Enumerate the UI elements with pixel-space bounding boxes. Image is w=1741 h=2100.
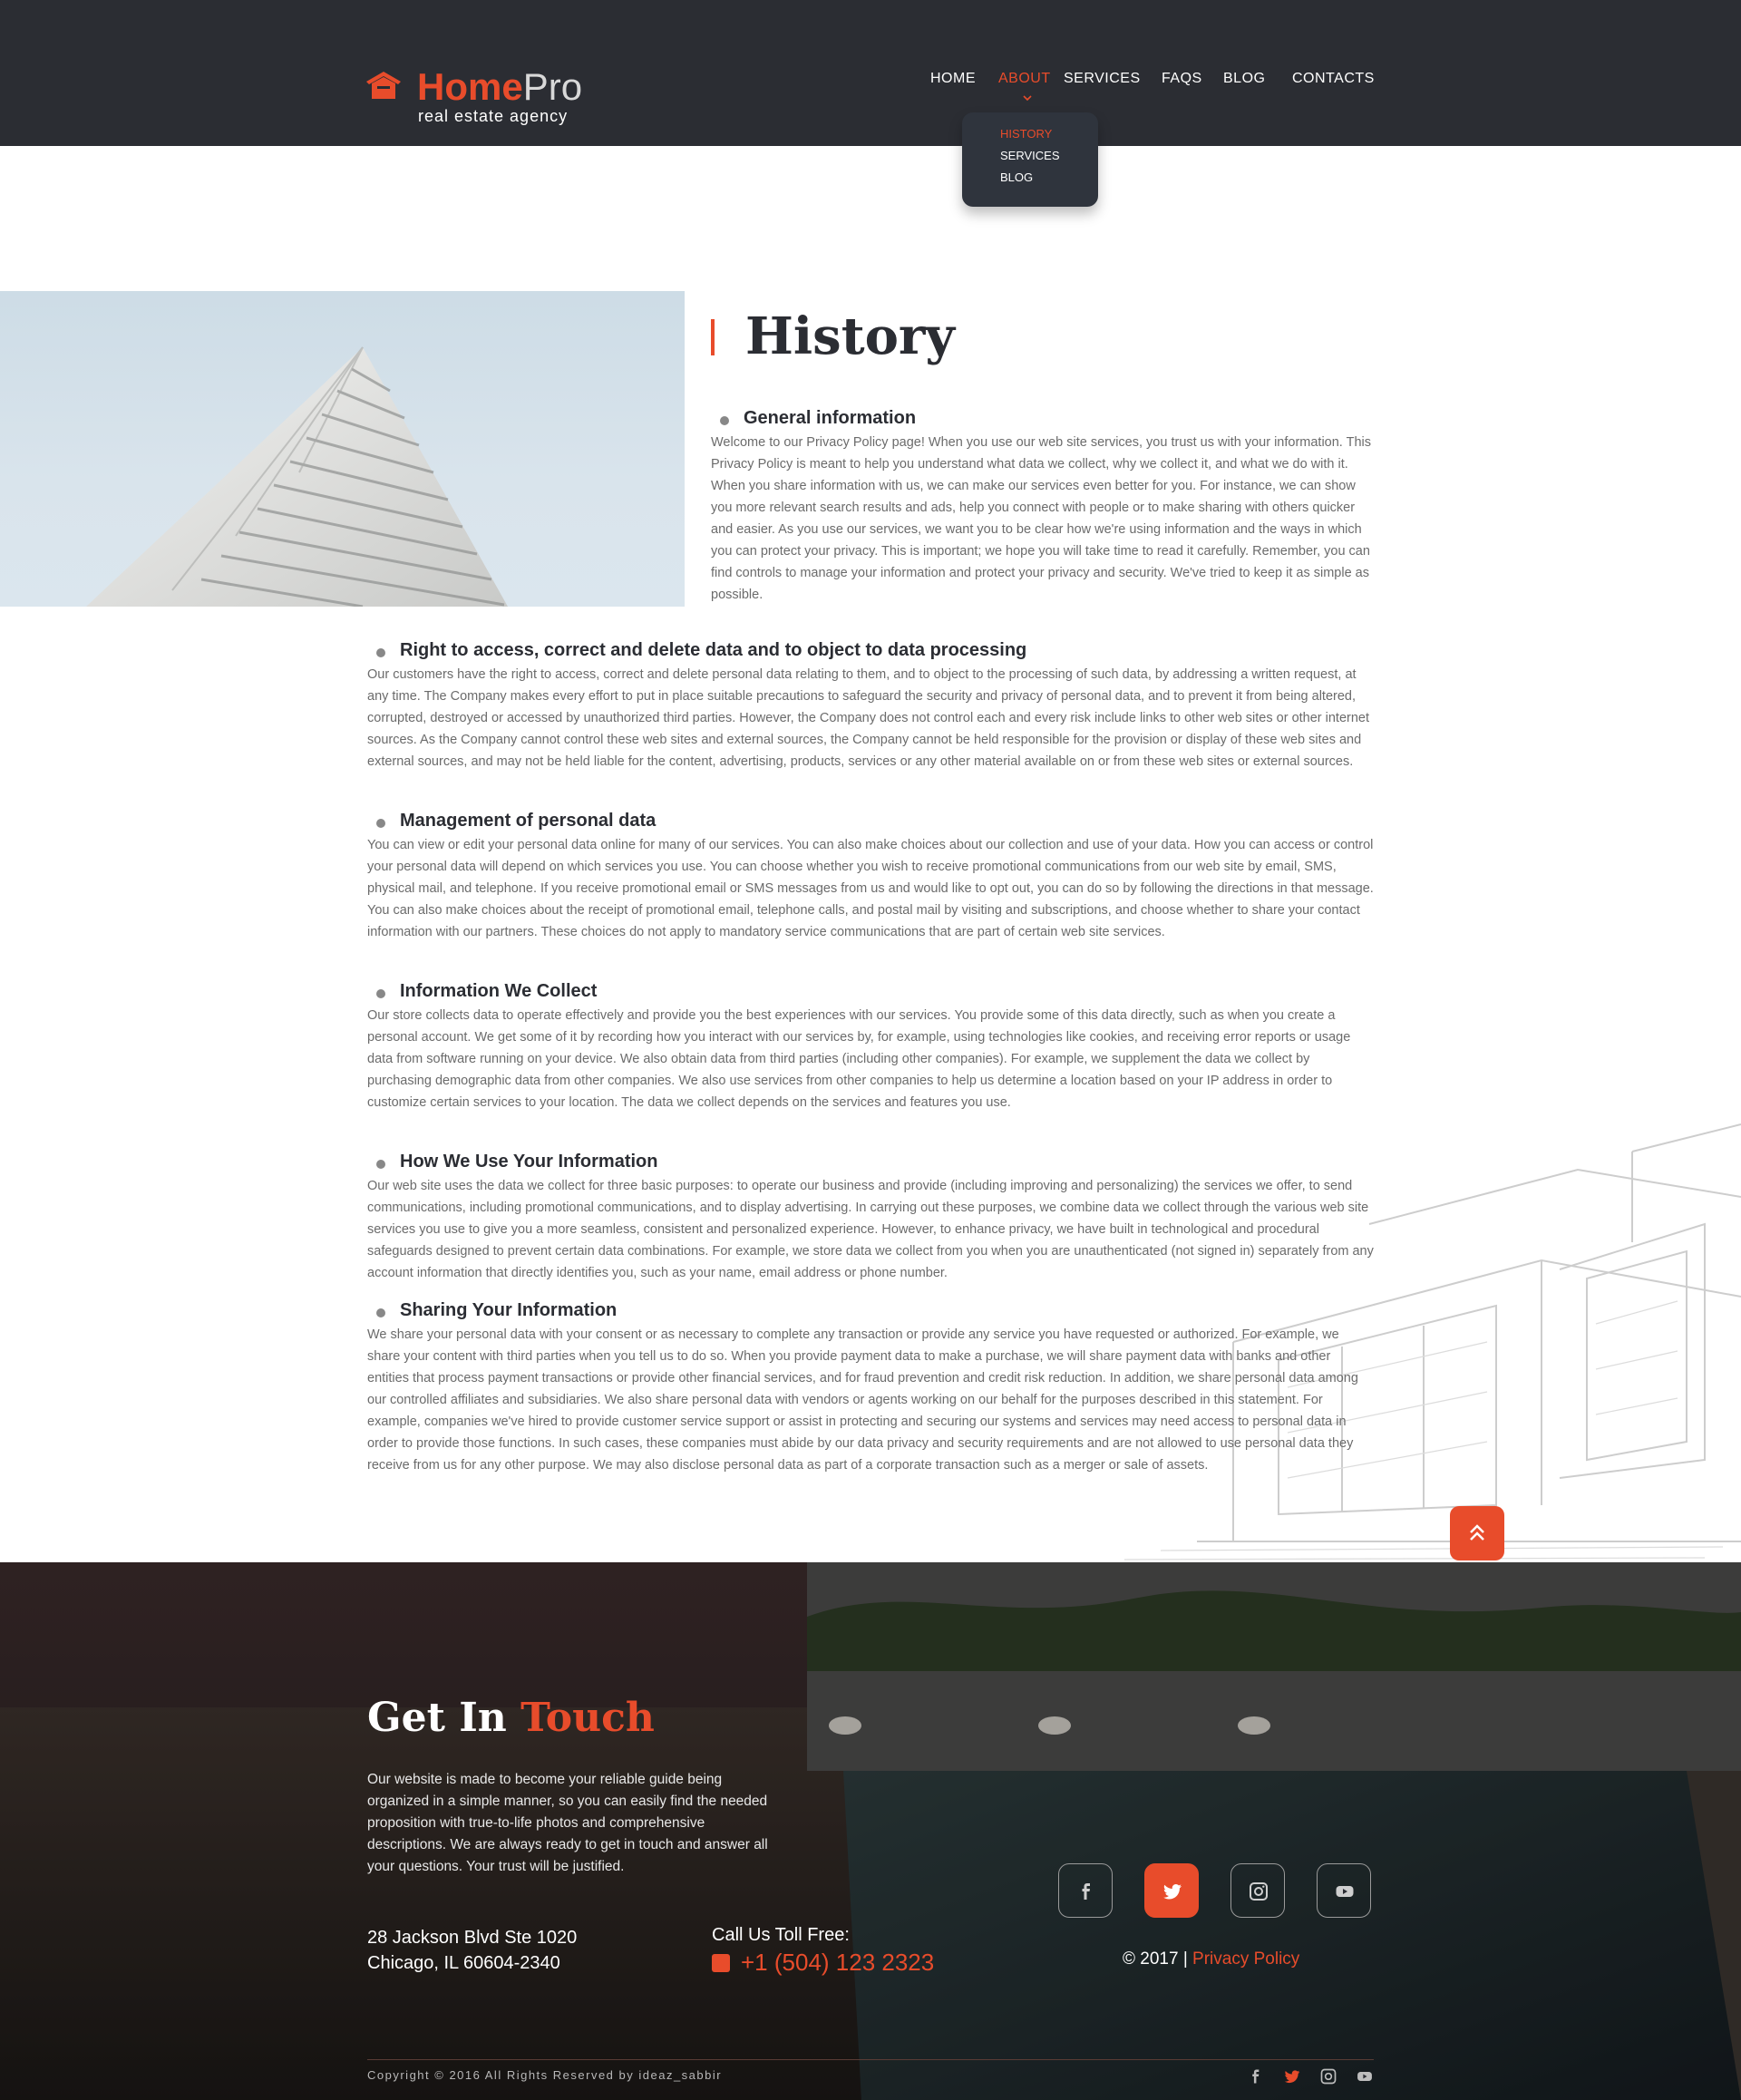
footer-copyright: © 2017 | Privacy Policy xyxy=(1123,1949,1300,1969)
section-heading: Information We Collect xyxy=(400,981,598,1001)
bullet-icon xyxy=(720,416,729,425)
facebook-icon xyxy=(1075,1881,1097,1902)
dropdown-item-services[interactable]: SERVICES xyxy=(1000,149,1060,162)
page-title: History xyxy=(745,306,955,366)
footer-rights: Copyright © 2016 All Rights Reserved by ideaz_sabbir xyxy=(367,2068,723,2082)
bullet-icon xyxy=(376,989,385,998)
building-illustration xyxy=(0,291,685,607)
bullet-icon xyxy=(376,648,385,657)
dropdown-item-blog[interactable]: BLOG xyxy=(1000,170,1034,184)
twitter-icon[interactable] xyxy=(1283,2067,1301,2085)
about-dropdown-menu xyxy=(962,112,1098,207)
section-management-of-personal-data xyxy=(367,811,1374,965)
nav-contacts[interactable]: CONTACTS xyxy=(1292,71,1375,86)
footer-title-accent: Touch xyxy=(520,1695,655,1741)
main-nav xyxy=(0,71,1741,92)
section-body: Our web site uses the data we collect for three basic purposes: to operate our business and provide (including improving and personalizing) the services we offer, to send communications, including promotional communications, and to display advertising. In carrying out these purposes, we combine data we collect through the various web site services you use to give you a more seamless, consistent and personalized experience. However, to enhance privacy, we have built in technological and procedural safeguards designed to prevent certain data combinations. For example, we store data we collect from you when you are unauthenticated (not signed in) separately from any account information that directly identifies you, such as your name, email address or phone number. xyxy=(367,1179,1374,1280)
footer-address xyxy=(367,1925,577,1976)
address-line-1: 28 Jackson Blvd Ste 1020 xyxy=(367,1928,578,1948)
scroll-to-top-button[interactable] xyxy=(1450,1506,1504,1560)
section-general-information xyxy=(711,408,1373,608)
section-body: Our store collects data to operate effectively and provide you the best experiences with our services. You provide some of this data directly, such as when you create a personal account. We get some of it by recording how you interact with our services by, for example, using technologies like cookies, and receiving error reports or usage data from software running on your device. We also obtain data from third parties (including other companies). For example, we supplement the data we collect by purchasing demographic data from other companies. We also use services from other companies to help us determine a location based on your IP address in order to customize certain services to your location. The data we collect depends on the services and features you use. xyxy=(367,1008,1351,1110)
instagram-button[interactable] xyxy=(1230,1863,1285,1918)
section-sharing-your-information xyxy=(367,1300,1374,1500)
call-label: Call Us Toll Free: xyxy=(712,1925,850,1945)
hero-building-image xyxy=(0,291,685,607)
title-accent-bar xyxy=(711,319,715,355)
facebook-icon[interactable] xyxy=(1247,2067,1265,2085)
privacy-policy-link[interactable]: Privacy Policy xyxy=(1192,1949,1300,1969)
section-heading: Management of personal data xyxy=(400,811,657,831)
nav-home[interactable]: HOME xyxy=(930,71,976,86)
site-header xyxy=(0,0,1741,146)
section-body: Our customers have the right to access, correct and delete personal data relating to them, and to object to the processing of such data, by addressing a written request, at any time. The Company makes every effort to put in place suitable precautions to safeguard the security and privacy of personal data, and to prevent it from being altered, corrupted, destroyed or accessed by unauthorized third parties. However, the Company does not control each and every risk include links to other web sites or other internet sources. As the Company cannot control these web sites and external sources, the Company cannot be held responsible for the provision or display of these web sites and external sources, and may not be held liable for the content, advertising, products, services or any other material available on or from these web sites or external sources. xyxy=(367,667,1370,769)
twitter-button[interactable] xyxy=(1144,1863,1199,1918)
double-chevron-up-icon xyxy=(1450,1506,1504,1560)
section-how-we-use-your-information xyxy=(367,1152,1374,1278)
bullet-icon xyxy=(376,819,385,828)
bullet-icon xyxy=(376,1160,385,1169)
nav-faqs[interactable]: FAQS xyxy=(1162,71,1202,86)
instagram-icon xyxy=(1248,1881,1269,1902)
phone-icon xyxy=(712,1954,730,1972)
section-right-to-access xyxy=(367,640,1374,794)
nav-about[interactable]: ABOUT xyxy=(998,71,1051,86)
brand-name: HomePro xyxy=(417,65,583,108)
chevron-down-icon xyxy=(1023,93,1032,102)
address-line-2: Chicago, IL 60604-2340 xyxy=(367,1953,560,1973)
brand-name-accent: Pro xyxy=(522,65,583,108)
section-heading: Right to access, correct and delete data and to object to data processing xyxy=(400,640,1027,660)
site-footer xyxy=(0,1562,1741,2100)
brand-tagline: real estate agency xyxy=(418,107,569,125)
youtube-icon xyxy=(1334,1881,1356,1902)
instagram-icon[interactable] xyxy=(1319,2067,1337,2085)
section-information-we-collect xyxy=(367,981,1374,1135)
nav-services[interactable]: SERVICES xyxy=(1064,71,1141,86)
bullet-icon xyxy=(376,1308,385,1317)
section-body: We share your personal data with your consent or as necessary to complete any transaction or provide any service you have requested or authorized. For example, we share your content with third parties when you tell us to do so. When you provide payment data to make a purchase, we will share payment data with banks and other entities that process payment transactions or provide other financial services, and for fraud prevention and credit risk reduction. In addition, we share personal data among our controlled affiliates and subsidiaries. We also share personal data with vendors or agents working on our behalf for the purposes described in this statement. For example, companies we've hired to provide customer service support or assist in protecting and securing our systems and services may need access to personal data in order to provide those functions. In such cases, these companies must abide by our data privacy and security requirements and are not allowed to use personal data they receive from us for any other purpose. We may also disclose personal data as part of a corporate transaction such as a merger or sale of assets. xyxy=(367,1327,1358,1473)
twitter-icon xyxy=(1162,1881,1183,1902)
youtube-button[interactable] xyxy=(1317,1863,1371,1918)
section-body: You can view or edit your personal data online for many of our services. You can also make choices about our collection and use of your data. How you can access or control your personal data will depend on which services you use. You can choose whether you wish to receive promotional communications from our web site by email, SMS, physical mail, and telephone. If you receive promotional email or SMS messages from us and would like to opt out, you can do so by following the directions in that message. You can also make choices about the receipt of promotional email, telephone calls, and postal mail by visiting and subscriptions, and choose whether to share your contact information with our partners. These choices do not apply to mandatory service communications that are part of certain web site services. xyxy=(367,838,1374,939)
section-heading: Sharing Your Information xyxy=(400,1300,618,1320)
dropdown-item-history[interactable]: HISTORY xyxy=(1000,127,1053,141)
section-heading: How We Use Your Information xyxy=(400,1152,658,1172)
youtube-icon[interactable] xyxy=(1356,2067,1374,2085)
section-body: Welcome to our Privacy Policy page! When you use our web site services, you trust us with your information. This Privacy Policy is meant to help you understand what data we collect, why we collect it, and what we do with it. When you share information with us, we can make our services even better for you. For instance, we can show you more relevant search results and ads, help you connect with people or to make sharing with others quicker and easier. As you use our services, we want you to be clear how we're using information and the ways in which you can protect your privacy. This is important; we hope you will take time to read it carefully. Remember, you can find controls to manage your information and protect your privacy and security. We've tried to keep it as simple as possible. xyxy=(711,435,1371,602)
footer-divider xyxy=(367,2059,1374,2060)
footer-title: Get In Touch xyxy=(367,1695,655,1741)
pool-background-image xyxy=(0,1562,1741,2100)
footer-description: Our website is made to become your reliable guide being organized in a simple manner, so you can easily find the needed proposition with true-to-life photos and comprehensive descriptions. We are always ready to get in touch and answer all your questions. Your trust will be justified. xyxy=(367,1772,768,1874)
nav-blog[interactable]: BLOG xyxy=(1223,71,1266,86)
facebook-button[interactable] xyxy=(1058,1863,1113,1918)
section-heading: General information xyxy=(744,408,917,428)
phone-number[interactable]: +1 (504) 123 2323 xyxy=(712,1949,934,1977)
